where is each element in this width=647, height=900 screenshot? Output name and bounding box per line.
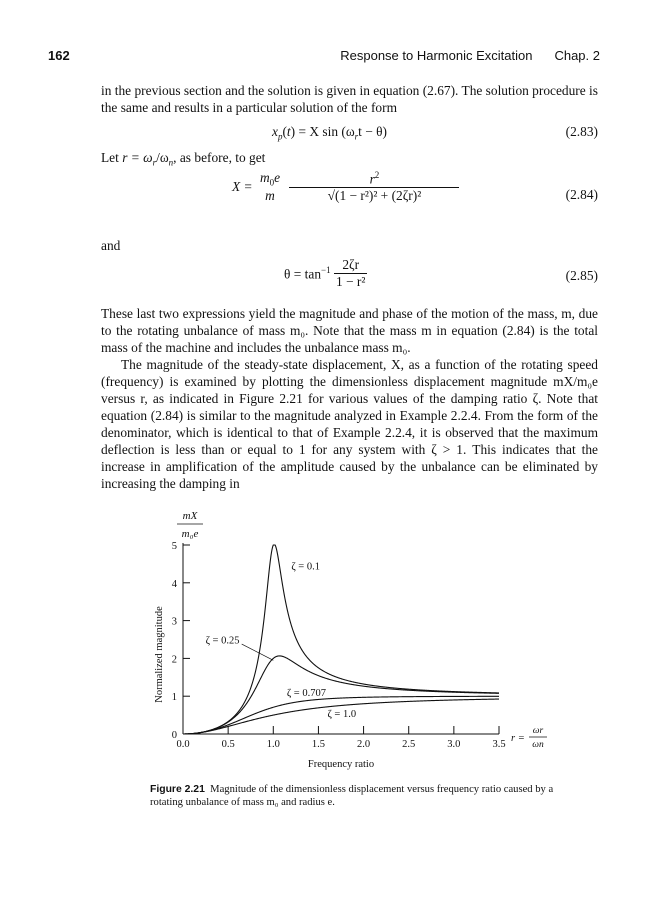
- paragraph-text: in the previous section and the solution is given in equation (2.67). The solution procedure is the same and results in a particular solution of the form: [101, 83, 598, 115]
- sqrt-denominator: √(1 − r²)² + (2ζr)²: [327, 188, 422, 204]
- paragraph-text: These last two expressions yield the magnitude and phase of the motion of the mass, m, due to the rotating unbalance of mass m₀. Note that the mass m in equation (2.84) is the total mass of the machine and includes the unbalance mass m₀.: [101, 306, 598, 355]
- x-axis-title: Frequency ratio: [307, 759, 375, 770]
- figure-caption: [150, 783, 570, 809]
- y-tick-label: 2: [171, 654, 177, 666]
- y-axis-title: Normalized magnitude: [154, 606, 165, 703]
- series-label-pointer: [242, 644, 274, 660]
- caption-text: Magnitude of the dimensionless displacement versus frequency ratio caused by a rotating unbalance of mass m₀ and radius e.: [150, 784, 554, 808]
- running-title: Response to Harmonic Excitation: [340, 48, 533, 63]
- x-tick-label: 2.5: [402, 739, 416, 750]
- paragraph-let: Let $r = \omega_r/\omega_n$, as before, to get: [101, 150, 266, 168]
- eq-rhs: = X sin (ω: [295, 124, 355, 139]
- eq-rhs-end: t − θ): [358, 124, 387, 139]
- eq-den-m: m: [265, 188, 275, 204]
- equation-number: (2.83): [565, 124, 598, 139]
- let-suffix: , as before, to get: [173, 150, 266, 165]
- page-number: 162: [48, 48, 70, 63]
- eq-num-m: m: [259, 170, 270, 186]
- ratio-math: r = ω: [122, 150, 153, 165]
- y-tick-label: 1: [171, 692, 177, 704]
- series-label: ζ = 0.25: [205, 635, 240, 647]
- equation-2-85: $\theta = \tan^{-1}$ $\frac{2\zeta r}{\text{1 − r²}}$: [284, 257, 366, 289]
- eq-lhs-x: x: [272, 124, 278, 139]
- series-label: ζ = 0.1: [291, 561, 320, 573]
- equation-number: (2.84): [565, 187, 598, 202]
- y-tick-label: 0: [171, 730, 177, 741]
- equation-number: (2.85): [565, 268, 598, 283]
- let-text: Let: [101, 150, 119, 165]
- eq-num-r: r: [369, 171, 375, 187]
- x-tick-label: 0.0: [176, 739, 190, 750]
- x-tick-label: 0.5: [221, 739, 235, 750]
- paragraph-text: The magnitude of the steady-state displacement, X, as a function of the rotating speed (frequency) is examined by plotting the dimensionless displacement magnitude mX/m₀e versus r, as indicated in Figure 2.21 for various values of the damping ratio ζ. Note that equation (2.84) is similar to the magnitude analyzed in Example 2.2.4. From the form of the denominator, which is identical to that of Example 2.2.4, it is observed that the maximum deflection is less than or equal to 1 for any system with ζ > 1. This indicates that the increase in amplification of the amplitude caused by the unbalance can be eliminated by increasing the damping in: [101, 357, 598, 491]
- eq-lhs: X =: [232, 179, 253, 195]
- y-tick-label: 4: [171, 578, 177, 590]
- and-text: and: [101, 238, 121, 253]
- y-tick-label: 5: [171, 541, 177, 552]
- caption-label: Figure 2.21: [150, 784, 205, 795]
- x-axis-symbol-num: ωr: [532, 726, 544, 736]
- x-tick-label: 1.0: [266, 739, 280, 750]
- y-tick-label: 3: [171, 616, 177, 628]
- x-tick-label: 2.0: [357, 739, 371, 750]
- x-axis-symbol-den: ωn: [532, 740, 544, 750]
- x-tick-label: 1.5: [311, 739, 325, 750]
- eq-theta: θ = tan: [284, 266, 322, 282]
- series-label: ζ = 1.0: [327, 708, 357, 720]
- equation-2-84: X = $m_0e$ m $\frac{r^2}{\text{√(1 − r²)² + (2ζr)²}}$: [232, 170, 459, 204]
- chapter-label: Chap. 2: [554, 48, 600, 63]
- equation-2-83: $x_p(t) = X$ $\sin (\omega_rt - \theta)$: [272, 124, 387, 142]
- series-label: ζ = 0.707: [286, 688, 326, 700]
- x-axis-symbol: r =: [511, 733, 525, 744]
- eq-den-sqrt: (1 − r²)² + (2ζr)²: [334, 188, 422, 204]
- eq-num: 2ζr: [334, 257, 367, 274]
- x-tick-label: 3.5: [492, 739, 506, 750]
- eq-den: 1 − r²: [335, 274, 366, 289]
- x-tick-label: 3.0: [447, 739, 461, 750]
- series-line-zeta-0-25: [183, 656, 499, 734]
- y-axis-symbol-top: mX: [182, 510, 198, 522]
- y-axis-symbol-bottom: m₀e: [181, 528, 199, 540]
